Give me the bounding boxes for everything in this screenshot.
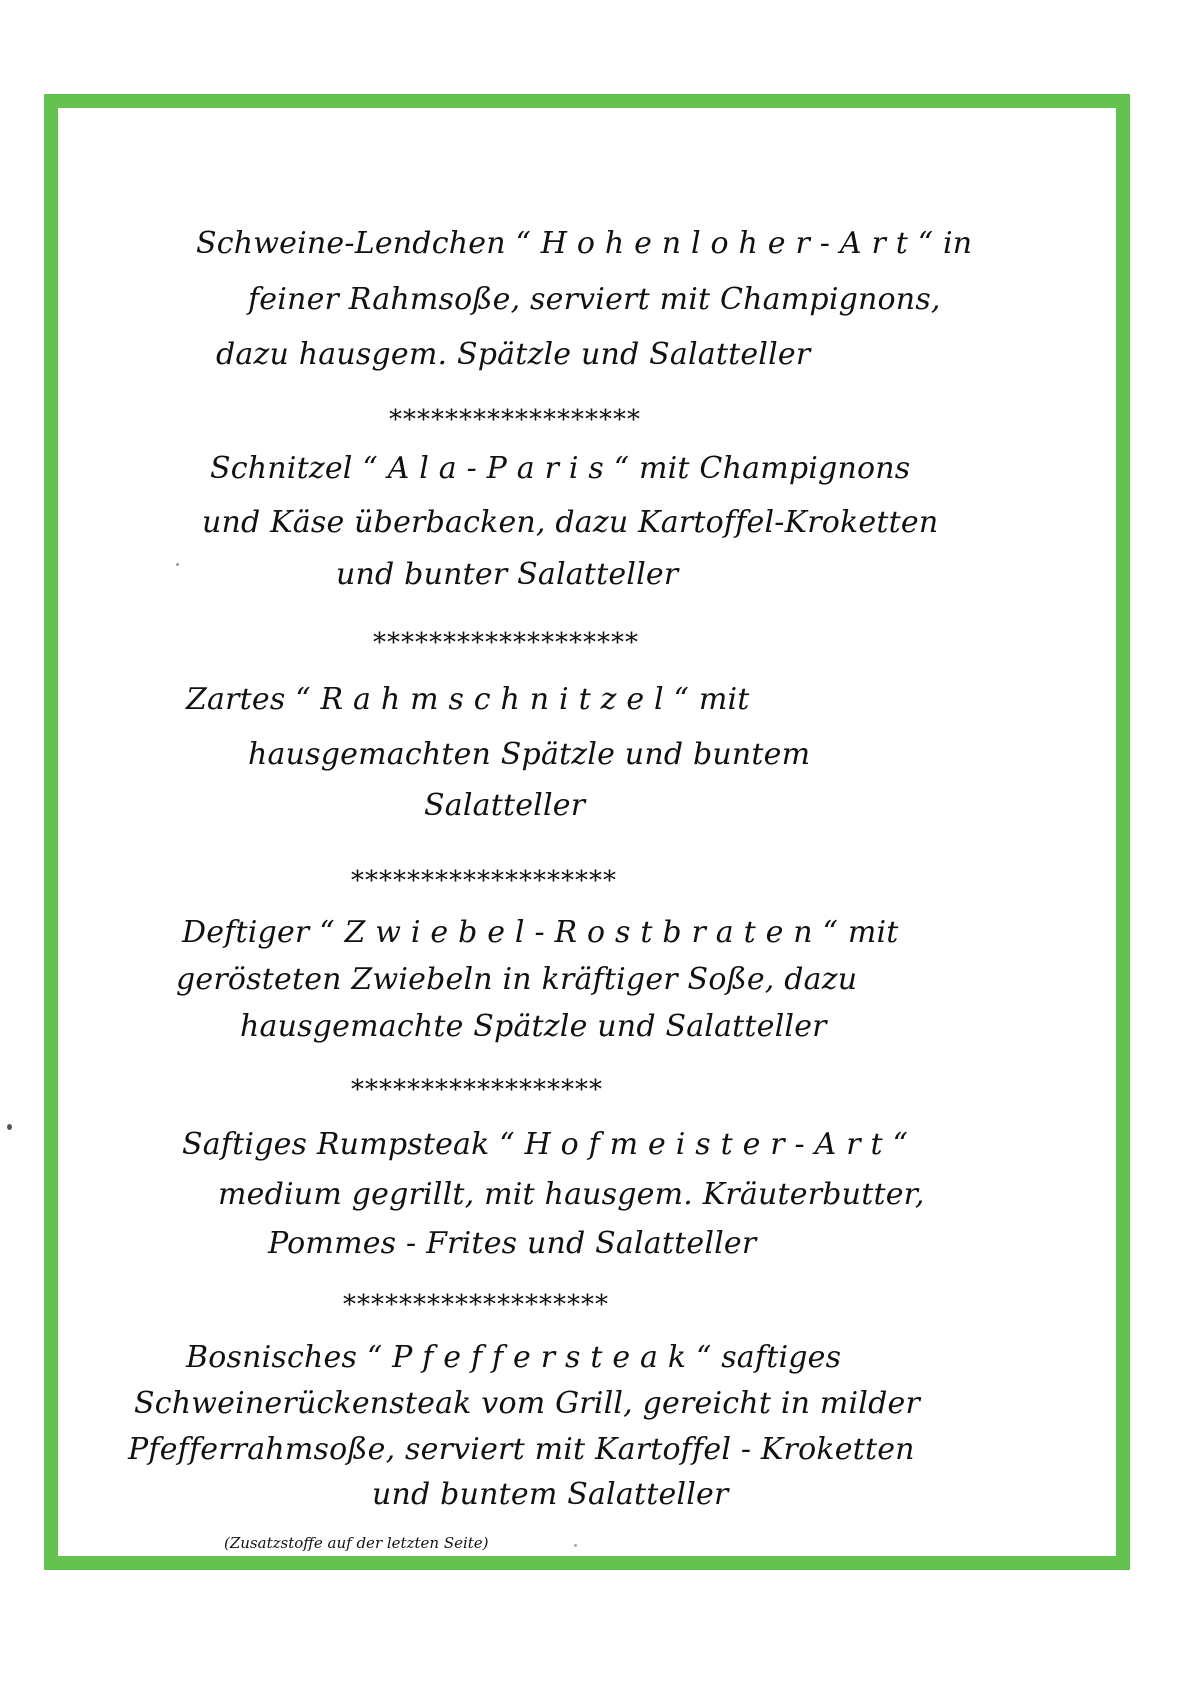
dish-3-line-3: Salatteller <box>424 788 586 823</box>
separator-1: ****************** <box>389 405 641 435</box>
dish-5-line-1: Saftiges Rumpsteak “ H o f m e i s t e r - A r t “ <box>182 1127 909 1162</box>
dish-4-line-1: Deftiger “ Z w i e b e l - R o s t b r a t e n “ mit <box>182 915 899 950</box>
dish-6-line-2: Schweinerückensteak vom Grill, gereicht in milder <box>134 1386 921 1421</box>
separator-2: ******************* <box>373 628 639 658</box>
dish-2-line-2: und Käse überbacken, dazu Kartoffel-Kroketten <box>202 505 939 540</box>
dish-4-line-2: gerösteten Zwiebeln in kräftiger Soße, dazu <box>176 962 858 997</box>
separator-3: ******************* <box>351 866 617 896</box>
scan-speck <box>574 1544 577 1547</box>
dish-3-line-2: hausgemachten Spätzle und buntem <box>248 737 811 772</box>
dish-2-line-1: Schnitzel “ A l a - P a r i s “ mit Champignons <box>210 451 911 486</box>
scan-speck <box>7 1124 12 1130</box>
dish-1-line-1: Schweine-Lendchen “ H o h e n l o h e r - A r t “ in <box>196 226 973 261</box>
dish-1-line-3: dazu hausgem. Spätzle und Salatteller <box>216 337 811 372</box>
dish-2-line-3: und bunter Salatteller <box>336 557 679 592</box>
dish-4-line-3: hausgemachte Spätzle und Salatteller <box>240 1009 827 1044</box>
dish-3-line-1: Zartes “ R a h m s c h n i t z e l “ mit <box>186 682 750 717</box>
dish-5-line-2: medium gegrillt, mit hausgem. Kräuterbutter, <box>218 1177 925 1212</box>
additives-footnote: (Zusatzstoffe auf der letzten Seite) <box>224 1534 489 1552</box>
dish-6-line-4: und buntem Salatteller <box>372 1477 729 1512</box>
dish-6-line-1: Bosnisches “ P f e f f e r s t e a k “ saftiges <box>186 1340 842 1375</box>
dish-6-line-3: Pfefferrahmsoße, serviert mit Kartoffel - Kroketten <box>128 1432 915 1467</box>
separator-5: ******************* <box>343 1290 609 1320</box>
separator-4: ****************** <box>351 1075 603 1105</box>
dish-5-line-3: Pommes - Frites und Salatteller <box>268 1226 757 1261</box>
dish-1-line-2: feiner Rahmsoße, serviert mit Champignons, <box>248 282 941 317</box>
scan-speck <box>176 563 179 566</box>
